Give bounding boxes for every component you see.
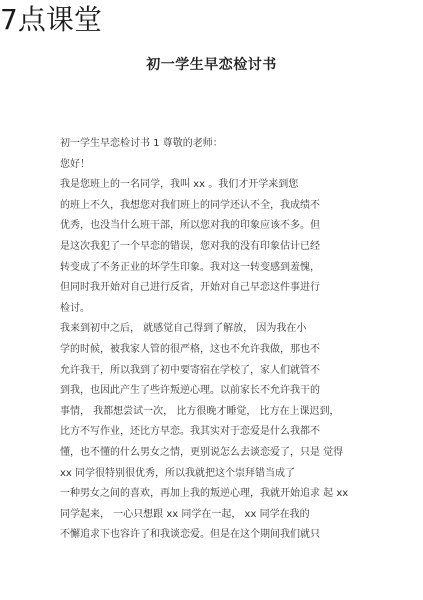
body-line: 转变成了不务正业的坏学生印象。我对这一转变感到羞愧， xyxy=(60,261,320,273)
body-line: 检讨。 xyxy=(60,302,90,314)
body-line: 到我，也因此产生了些许叛逆心理。以前家长不允许我干的 xyxy=(60,385,320,397)
body-line: 不懈追求下也容许了和我谈恋爱。但是在这个期间我们就只 xyxy=(60,529,320,541)
body-line: 优秀，也没当什么班干部，所以您对我的印象应该不多。但 xyxy=(60,220,320,232)
body-line: 事情， 我都想尝试一次， 比方很晚才睡觉， 比方在上课迟到， xyxy=(60,405,340,417)
body-line: 同学起来， 一心只想跟 xx 同学在一起， xx 同学在我的 xyxy=(60,508,310,520)
body-line: 学的时候，被我家人管的很严格，这也不允许我做，那也不 xyxy=(60,343,320,355)
body-line: 您好！ xyxy=(60,158,90,170)
body-line: 初一学生早恋检讨书 1 尊敬的老师： xyxy=(60,138,223,149)
document-body xyxy=(60,134,372,546)
body-line: 的班上不久，我想您对我们班上的同学还认不全，我成绩不 xyxy=(60,199,320,211)
body-line: 一种男女之间的喜欢，再加上我的叛逆心理，我就开始追求 起 xx xyxy=(60,488,349,500)
body-line: 我是您班上的一名同学，我叫 xx 。我们才开学来到您 xyxy=(60,179,299,191)
body-line: 懂，也不懂的什么男女之情，更别说怎么去谈恋爱了，只是 觉得 xyxy=(60,446,344,458)
body-line: 允许我干，所以我到了初中要寄宿在学校了，家人们就管不 xyxy=(60,364,320,376)
body-line: 是这次我犯了一个早恋的错误，您对我的没有印象估计已经 xyxy=(60,240,320,252)
body-line: 但同时我开始对自己进行反省，开始对自己早恋这件事进行 xyxy=(60,282,320,294)
document-title: 初一学生早恋检讨书 xyxy=(146,57,277,73)
site-title: 7点课堂 xyxy=(0,3,102,36)
body-line: 比方不写作业，还比方早恋。我其实对于恋爱是什么我都不 xyxy=(60,426,320,438)
body-line: xx 同学很特别很优秀，所以我就把这个崇拜错当成了 xyxy=(60,467,296,479)
body-line: 我来到初中之后， 就感觉自己得到了解放， 因为我在小 xyxy=(60,323,307,335)
